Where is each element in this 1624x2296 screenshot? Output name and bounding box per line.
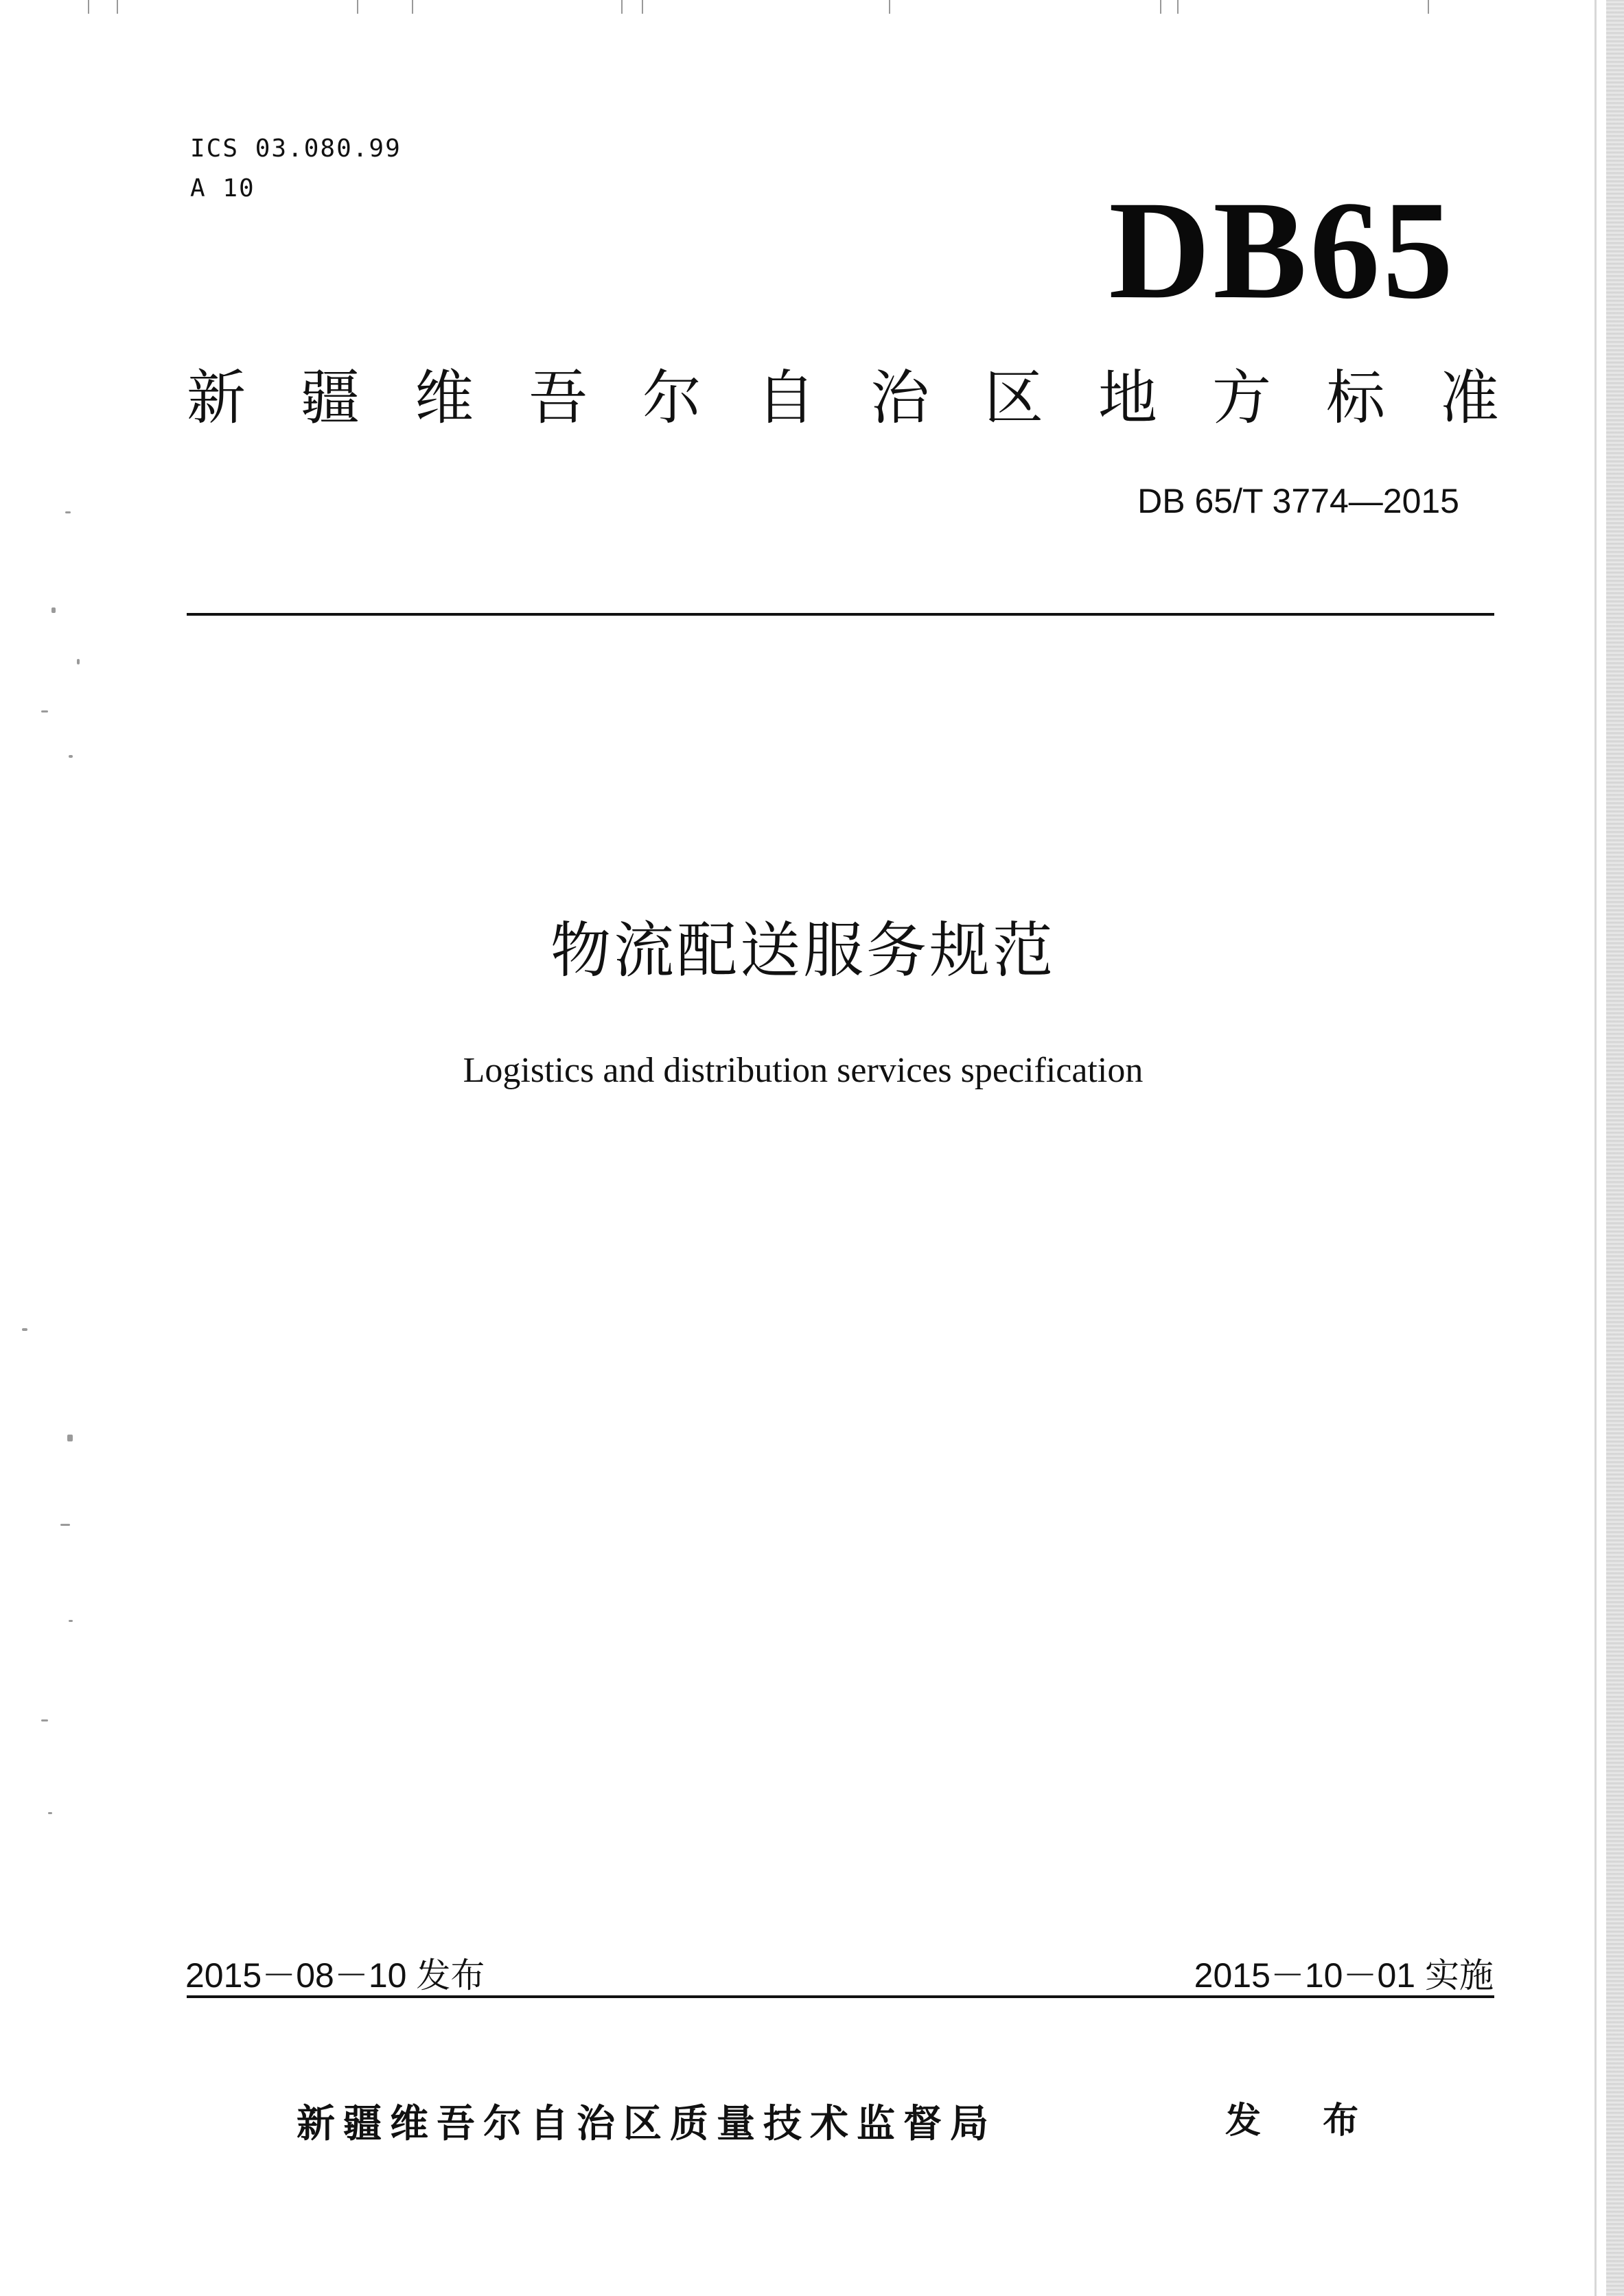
document-title-en: Logistics and distribution services specification — [463, 1051, 1144, 1090]
scan-speck — [77, 659, 80, 664]
issue-label: 发 布 — [1225, 2100, 1384, 2142]
standard-logo: DB65 — [1109, 172, 1456, 328]
scan-speck — [41, 1719, 48, 1721]
footer-divider — [187, 1995, 1494, 1998]
scan-tick — [357, 0, 358, 14]
scan-speck — [60, 1524, 70, 1526]
scan-tick — [117, 0, 118, 14]
scan-speck — [67, 1435, 73, 1441]
standard-type-title: 新疆维吾尔自治区地方标准 — [187, 364, 1554, 432]
scan-right-edge — [1606, 0, 1624, 2296]
classification-codes — [190, 129, 402, 209]
scan-speck — [41, 710, 48, 712]
scan-tick — [621, 0, 623, 14]
scan-tick — [1428, 0, 1429, 14]
issue-date: 2015－08－10 发布 — [185, 1956, 485, 1995]
scan-speck — [69, 1620, 73, 1622]
scan-tick — [642, 0, 643, 14]
scan-tick — [1177, 0, 1179, 14]
scan-speck — [51, 607, 56, 613]
scan-tick — [889, 0, 890, 14]
scan-tick — [88, 0, 89, 14]
scan-speck — [65, 511, 71, 513]
issuing-authority: 新疆维吾尔自治区质量技术监督局 — [297, 2102, 997, 2146]
document-title-cn: 物流配送服务规范 — [550, 915, 1056, 986]
scan-tick — [412, 0, 413, 14]
ccs-code: A 10 — [190, 174, 255, 202]
ics-code: ICS 03.080.99 — [190, 135, 402, 163]
scan-edge-line — [1594, 0, 1597, 2296]
scan-speck — [69, 755, 73, 758]
scan-top-edge — [0, 0, 1624, 16]
standard-number: DB 65/T 3774—2015 — [1137, 482, 1459, 520]
scan-speck — [48, 1812, 52, 1814]
effective-date: 2015－10－01 实施 — [1194, 1956, 1494, 1995]
scan-tick — [1160, 0, 1161, 14]
scan-speck — [22, 1328, 27, 1331]
header-divider — [187, 613, 1494, 616]
